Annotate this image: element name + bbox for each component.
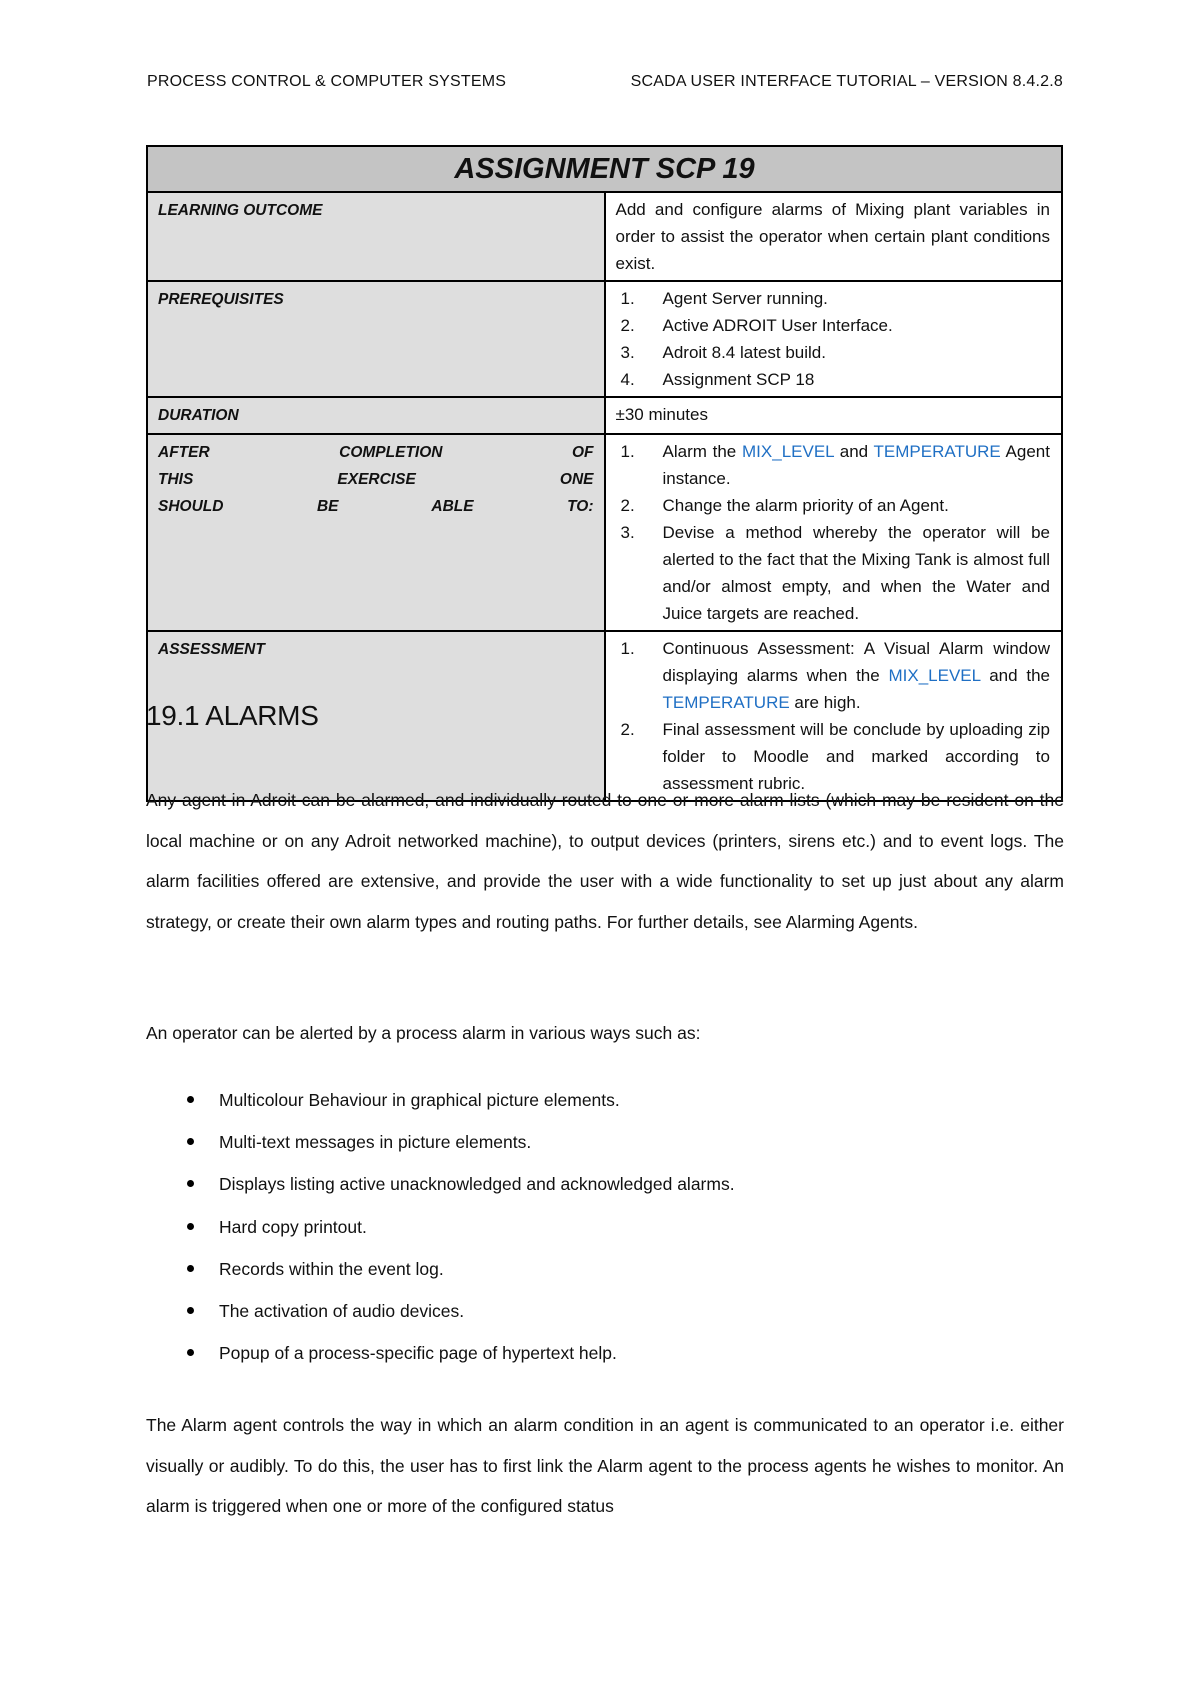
row-after-completion (147, 434, 1062, 631)
alert-methods-list (146, 1086, 735, 1381)
header-right: SCADA USER INTERFACE TUTORIAL – VERSION 8.4.2.8 (630, 73, 1063, 90)
assessment-label: ASSESSMENT (147, 631, 605, 801)
bullet-icon (187, 1307, 194, 1314)
bullet-icon (187, 1349, 194, 1356)
list-item: 4. Assignment SCP 18 (620, 370, 815, 389)
after-completion-label: AFTER COMPLETION OF THIS EXERCISE ONE SHOULD BE ABLE TO: (147, 434, 605, 631)
bullet-icon (187, 1180, 194, 1187)
list-item: Popup of a process-specific page of hypertext help. (146, 1339, 735, 1381)
list-item: 3. Adroit 8.4 latest build. (620, 343, 826, 362)
list-item: 1. Agent Server running. (620, 289, 828, 308)
list-item: The activation of audio devices. (146, 1297, 735, 1339)
learning-outcome-value: Add and configure alarms of Mixing plant variables in order to assist the operator when certain plant conditions exist. (615, 200, 1050, 273)
bullet-icon (187, 1138, 194, 1145)
paragraph-alert-ways: An operator can be alerted by a process alarm in various ways such as: (146, 1023, 701, 1043)
outcomes-list (616, 438, 1051, 627)
duration-label: DURATION (147, 397, 605, 434)
list-item: Multicolour Behaviour in graphical picture elements. (146, 1086, 735, 1128)
list-item: 2. Final assessment will be conclude by uploading zip folder to Moodle and marked according to assessment rubric. (620, 720, 1050, 793)
mix-level-tag: MIX_LEVEL (888, 666, 981, 685)
row-duration (147, 397, 1062, 434)
list-item: Displays listing active unacknowledged and acknowledged alarms. (146, 1170, 735, 1212)
learning-outcome-text (605, 192, 1063, 281)
prerequisites-list (616, 285, 1051, 393)
prerequisites-label: PREREQUISITES (147, 281, 605, 397)
assessment-list (616, 635, 1051, 797)
list-item: 3. Devise a method whereby the operator will be alerted to the fact that the Mixing Tank is almost full and/or almost empty, and when the Water and Juice targets are reached. (620, 523, 1050, 623)
bullet-icon (187, 1096, 194, 1103)
paragraph-alarm-agent: The Alarm agent controls the way in which an alarm condition in an agent is communicated to an operator i.e. either visually or audibly. To do this, the user has to first link the Alarm agent to the process agents he wishes to monitor. An alarm is triggered when one or more of the configured status (146, 1415, 1064, 1516)
assignment-title: ASSIGNMENT SCP 19 (147, 146, 1062, 192)
paragraph-alarms-intro: Any agent in Adroit can be alarmed, and individually routed to one or more alarm lists (which may be resident on the local machine or on any Adroit networked machine), to output devices (printers, sirens etc.) and to event logs. The alarm facilities offered are extensive, and provide the user with a wide functionality to set up just about any alarm strategy, or create their own alarm types and routing paths. For further details, see Alarming Agents. (146, 790, 1064, 932)
list-item: Records within the event log. (146, 1255, 735, 1297)
row-learning-outcome (147, 192, 1062, 281)
list-item: 2. Change the alarm priority of an Agent. (620, 496, 949, 515)
duration-value: ±30 minutes (605, 397, 1063, 434)
list-item: Hard copy printout. (146, 1213, 735, 1255)
mix-level-tag: MIX_LEVEL (742, 442, 834, 461)
temperature-tag: TEMPERATURE (873, 442, 1001, 461)
learning-outcome-label: LEARNING OUTCOME (147, 192, 605, 281)
list-item: 2. Active ADROIT User Interface. (620, 316, 893, 335)
bullet-icon (187, 1265, 194, 1272)
row-prerequisites (147, 281, 1062, 397)
section-heading: 19.1 ALARMS (146, 700, 319, 731)
list-item: Multi-text messages in picture elements. (146, 1128, 735, 1170)
bullet-icon (187, 1223, 194, 1230)
list-item: 1. Alarm the MIX_LEVEL and TEMPERATURE Agent instance. (620, 442, 1050, 488)
header-left: PROCESS CONTROL & COMPUTER SYSTEMS (147, 73, 507, 90)
temperature-tag: TEMPERATURE (662, 693, 790, 712)
list-item: 1. Continuous Assessment: A Visual Alarm window displaying alarms when the MIX_LEVEL and the TEMPERATURE are high. (620, 639, 1050, 712)
